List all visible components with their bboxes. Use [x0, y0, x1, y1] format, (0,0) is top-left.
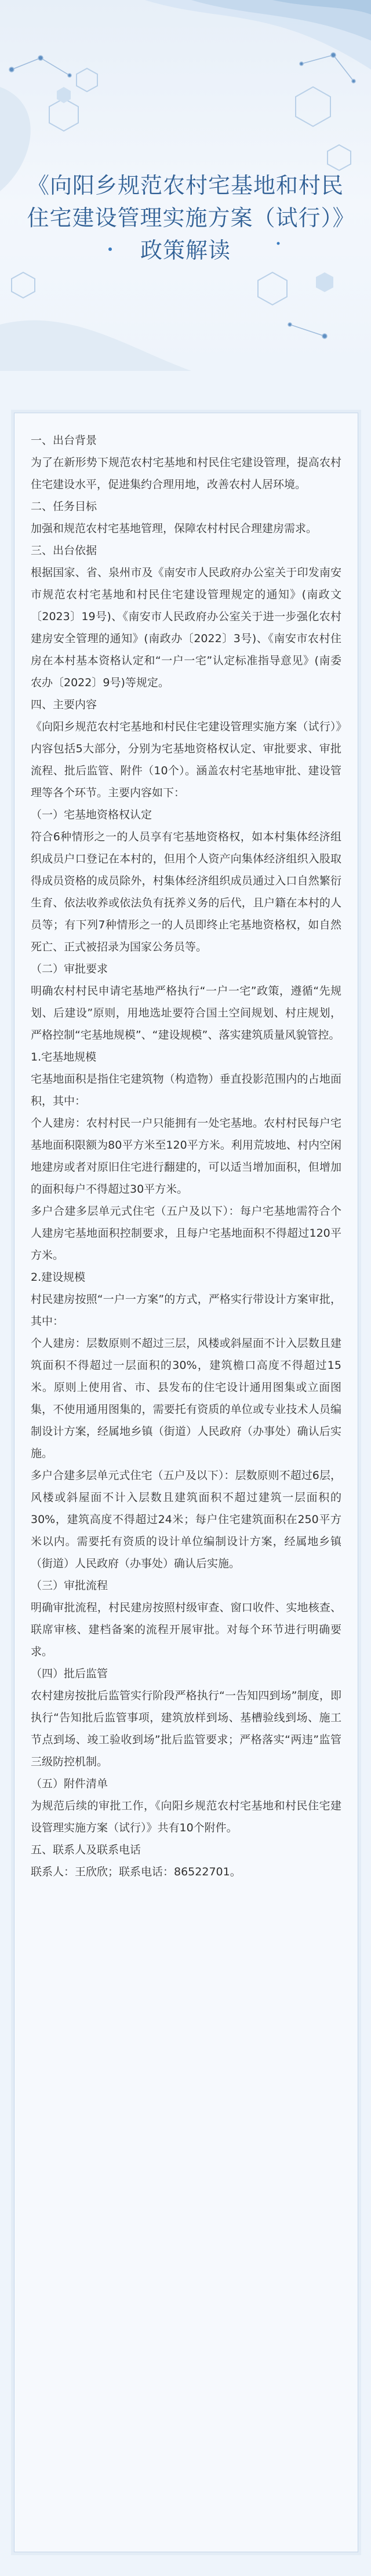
paragraph: 明确审批流程，村民建房按照村级审查、窗口收件、实地核查、联席审核、建档备案的流程开展审批。对每个环节进行明确要求。 [31, 1601, 341, 1658]
paragraph: 村民建房按照“一户一方案”的方式，严格实行带设计方案审批，其中： [31, 1293, 341, 1328]
subsection-heading: 1.宅基地规模 [31, 1051, 97, 1063]
subsection-heading: （五）附件清单 [31, 1777, 108, 1790]
page-title: 《向阳乡规范农村宅基地和村民住宅建设管理实施方案（试行）》政策解读 [27, 173, 344, 263]
paragraph: 为了在新形势下规范农村宅基地和村民住宅建设管理，提高农村住宅建设水平，促进集约合理用地，改善农村人居环境。 [31, 456, 341, 491]
section-heading: 五、联系人及联系电话 [31, 1843, 141, 1856]
subsection-heading: （二）审批要求 [31, 963, 108, 975]
subsection-heading: （四）批后监管 [31, 1667, 108, 1680]
content-panel [14, 413, 358, 2552]
subsection-heading: 2.建设规模 [31, 1271, 86, 1284]
paragraph: 加强和规范农村宅基地管理，保障农村村民合理建房需求。 [31, 522, 318, 535]
subsection-heading: （三）审批流程 [31, 1579, 108, 1592]
article-body [31, 429, 341, 1883]
header-banner [0, 0, 371, 371]
paragraph: 《向阳乡规范农村宅基地和村民住宅建设管理实施方案（试行）》内容包括5大部分，分别为宅基地资格权认定、审批要求、审批流程、批后监管、附件（10个）。涵盖农村宅基地审批、建设管理等各个环节。主要内容如下： [31, 720, 341, 799]
paragraph: 农村建房按批后监管实行阶段严格执行“一告知四到场”制度，即执行“告知批后监管事项，建筑放样到场、基槽验线到场、施工节点到场、竣工验收到场”批后监管要求；严格落实“两违”监管三级防控机制。 [31, 1689, 341, 1768]
paragraph: 多户合建多层单元式住宅（五户及以下）：层数原则不超过6层，风楼或斜屋面不计入层数且建筑面积不超过建筑一层面积的30%，建筑高度不得超过24米；每户住宅建筑面积在250平方米以内。需要托有资质的设计单位编制设计方案，经属地乡镇（街道）人民政府（办事处）确认后实施。 [31, 1469, 341, 1570]
paragraph: 个人建房：农村村民一户只能拥有一处宅基地。农村村民每户宅基地面积限额为80平方米至120平方米。利用荒坡地、村内空闲地建房或者对原旧住宅进行翻建的，可以适当增加面积，但增加的面积每户不得超过30平方米。 [31, 1117, 341, 1196]
paragraph: 符合6种情形之一的人员享有宅基地资格权，如本村集体经济组织成员户口登记在本村的，但用个人资产向集体经济组织入股取得成员资格的成员除外，村集体经济组织成员通过入口自然繁衍生育、依法收养或依法负有抚养义务的后代，且户籍在本村的人员等；有下列7种情形之一的人员即终止宅基地资格权，如自然死亡、正式被招录为国家公务员等。 [31, 830, 341, 953]
paragraph: 明确农村村民申请宅基地严格执行“一户一宅”政策，遵循“先规划、后建设”原则，用地选址要符合国土空间规划、村庄规划，严格控制“宅基地规模”、“建设规模”、落实建筑质量风貌管控。 [31, 985, 341, 1041]
section-heading: 二、任务目标 [31, 500, 97, 513]
subsection-heading: （一）宅基地资格权认定 [31, 808, 152, 821]
paragraph: 宅基地面积是指住宅建筑物（构造物）垂直投影范围内的占地面积，其中： [31, 1073, 341, 1107]
paragraph: 多户合建多层单元式住宅（五户及以下）：每户宅基地需符合个人建房宅基地面积控制要求，且每户宅基地面积不得超过120平方米。 [31, 1205, 341, 1262]
contact-line: 联系人：王欣欣；联系电话：86522701。 [31, 1865, 241, 1878]
paragraph: 为规范后续的审批工作，《向阳乡规范农村宅基地和村民住宅建设管理实施方案（试行）》共有10个附件。 [31, 1799, 341, 1834]
section-heading: 一、出台背景 [31, 434, 97, 447]
paragraph: 个人建房：层数原则不超过三层，风楼或斜屋面不计入层数且建筑面积不得超过一层面积的30%，建筑檐口高度不得超过15米。原则上使用省、市、县发布的住宅设计通用图集或立面图集，不使用通用图集的，需要托有资质的单位或专业技术人员编制设计方案，经属地乡镇（街道）人民政府（办事处）确认后实施。 [31, 1337, 341, 1460]
section-heading: 三、出台依据 [31, 544, 97, 557]
paragraph: 根据国家、省、泉州市及《南安市人民政府办公室关于印发南安市规范农村宅基地和村民住宅建设管理规定的通知》(南政文〔2023〕19号)、《南安市人民政府办公室关于进一步强化农村建房安全管理的通知》(南政办〔2022〕3号)、《南安市农村住房在本村基本资格认定和“一户一宅”认定标准指导意见》(南委农办〔2022〕9号)等规定。 [31, 566, 341, 689]
section-heading: 四、主要内容 [31, 698, 97, 711]
